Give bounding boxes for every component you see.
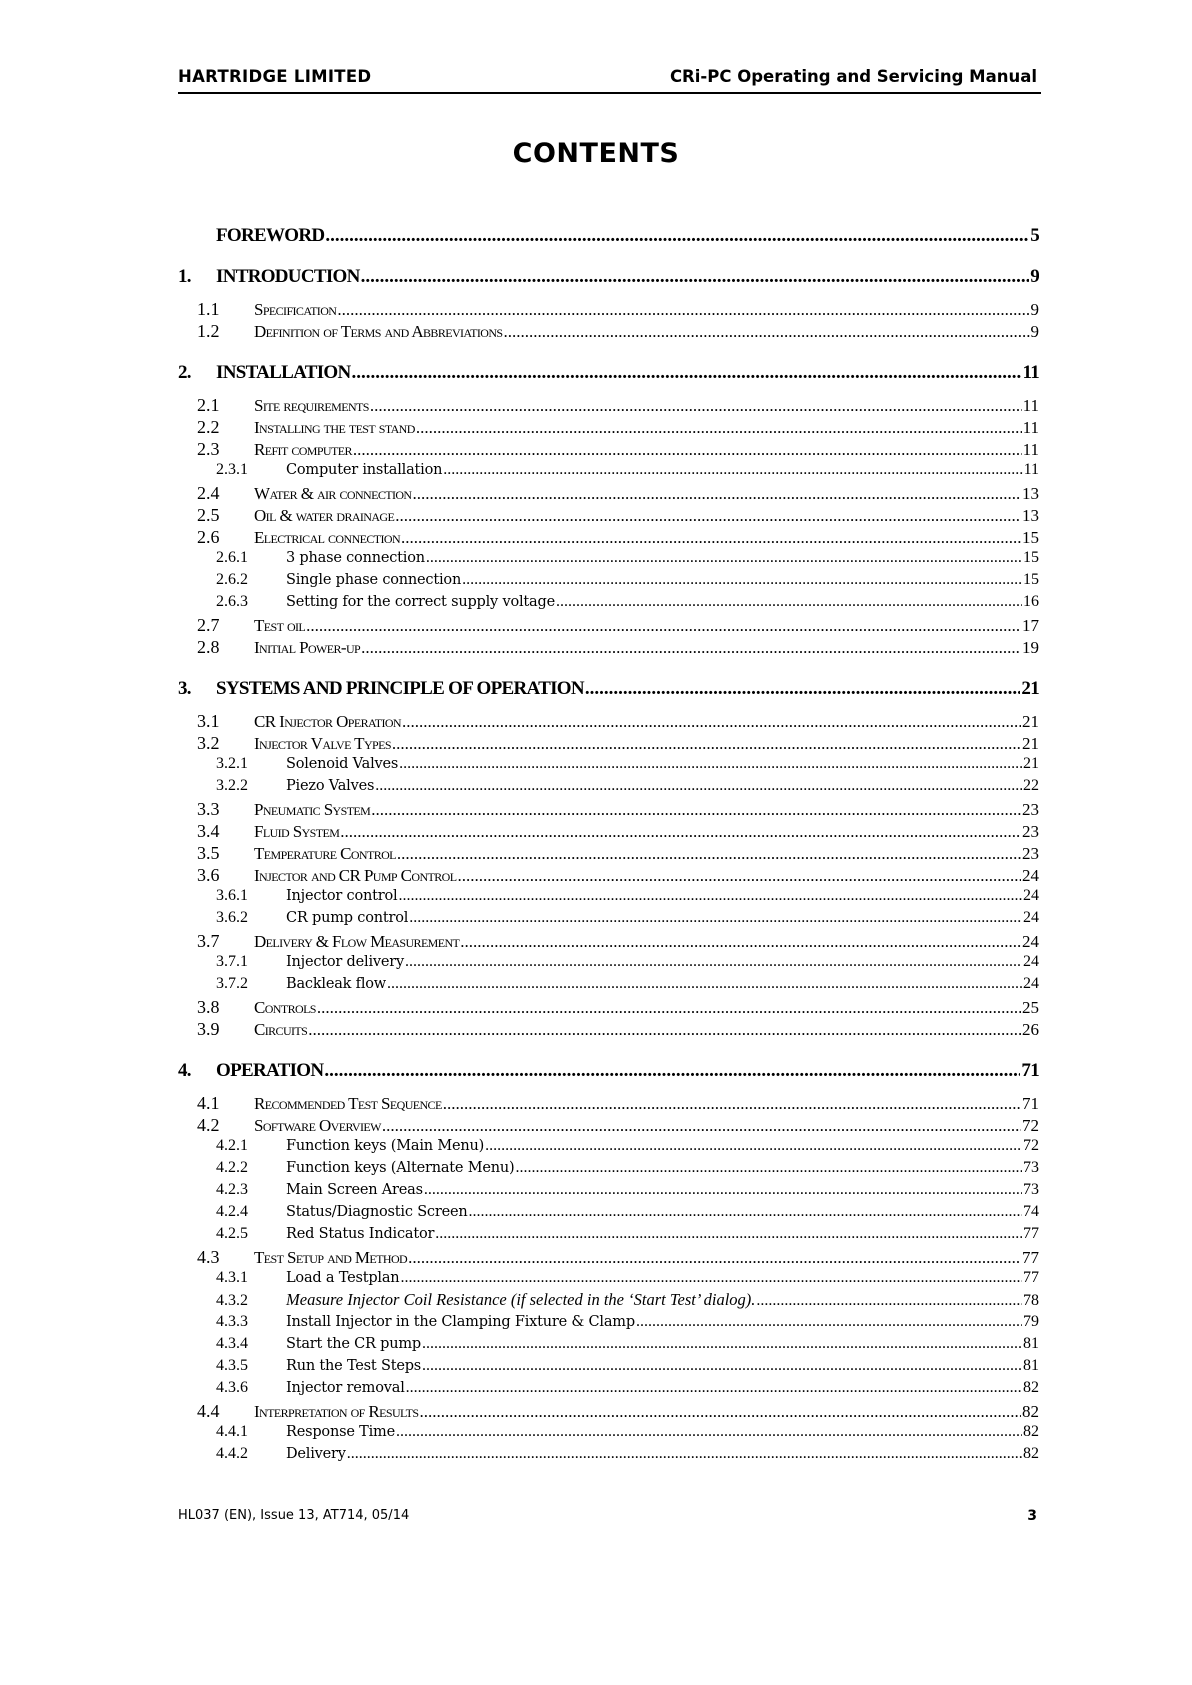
toc-dot-leader [435,1226,1022,1242]
toc-dot-leader [399,756,1022,772]
toc-entry-number: 4.1 [197,1094,220,1112]
toc-entry-level-3[interactable] [178,1226,1039,1242]
toc-entry-title: Specification [254,300,337,318]
toc-entry-number: 3.7 [197,932,220,950]
toc-entry-number: 1.2 [197,322,220,340]
toc-entry-number: 2.6.3 [216,594,248,610]
toc-entry-title: Delivery & Flow Measurement [254,932,460,950]
toc-dot-leader [398,888,1022,904]
toc-entry-page: 24 [1023,976,1039,992]
toc-dot-leader [556,594,1022,610]
toc-entry-title: Load a Testplan [286,1270,400,1286]
toc-entry-page: 72 [1023,1138,1039,1154]
toc-entry-page: 74 [1023,1204,1039,1220]
toc-entry-level-3[interactable] [178,1358,1039,1374]
toc-dot-leader [515,1160,1022,1176]
toc-entry-title: Controls [254,998,316,1016]
toc-entry-level-3[interactable] [178,1292,1039,1309]
toc-entry-level-2[interactable] [178,322,1039,340]
toc-entry-level-3[interactable] [178,888,1039,904]
toc-entry-number: 4.3.6 [216,1380,248,1396]
toc-entry-level-2[interactable] [178,440,1039,458]
toc-entry-level-2[interactable] [178,822,1039,840]
toc-entry-level-2[interactable] [178,396,1039,414]
toc-dot-leader [371,801,1021,818]
toc-entry-number: 3.5 [197,844,220,862]
toc-entry-title: Measure Injector Coil Resistance (if selected in the ‘Start Test’ dialog). [286,1292,756,1309]
toc-entry-level-2[interactable] [178,866,1039,884]
toc-entry-page: 24 [1023,910,1039,926]
toc-entry-number: 2.5 [197,506,220,524]
toc-entry-level-3[interactable] [178,778,1039,794]
toc-dot-leader [361,267,1030,286]
toc-dot-leader [392,735,1021,752]
toc-entry-title: Start the CR pump [286,1336,422,1352]
toc-dot-leader [347,1446,1022,1462]
toc-entry-number: 3.4 [197,822,220,840]
toc-entry-number: 2.3 [197,440,220,458]
toc-entry-number: 3.9 [197,1020,220,1038]
toc-entry-page: 15 [1023,572,1039,588]
toc-dot-leader [370,397,1022,414]
toc-entry-level-3[interactable] [178,756,1039,772]
toc-entry-number: 4. [178,1061,191,1080]
toc-entry-title: Test oil [254,616,306,634]
toc-entry-title: Pneumatic System [254,800,371,818]
toc-dot-leader [337,301,1029,318]
toc-dot-leader [361,639,1021,656]
toc-entry-number: 2.8 [197,638,220,656]
toc-dot-leader [395,507,1021,524]
toc-entry-title: Interpretation of Results [254,1402,419,1420]
toc-entry-page: 21 [1021,679,1039,698]
toc-entry-title: Software Overview [254,1116,381,1134]
toc-entry-level-2[interactable] [178,418,1039,436]
toc-dot-leader [306,617,1021,634]
toc-dot-leader [636,1314,1022,1330]
toc-entry-page: 77 [1023,1226,1039,1242]
toc-entry-page: 11 [1022,418,1039,436]
toc-dot-leader [462,572,1022,588]
toc-entry-page: 25 [1022,998,1039,1016]
toc-entry-number: 3.7.1 [216,954,248,970]
toc-entry-number: 2.2 [197,418,220,436]
toc-entry-level-2[interactable] [178,1094,1039,1112]
toc-entry-number: 4.2.1 [216,1138,248,1154]
toc-entry-title: Function keys (Main Menu) [286,1138,485,1154]
toc-entry-page: 79 [1023,1314,1039,1330]
toc-entry-page: 13 [1022,484,1039,502]
toc-entry-title: Definition of Terms and Abbreviations [254,322,503,340]
toc-entry-level-2[interactable] [178,616,1039,634]
toc-entry-level-2[interactable] [178,1248,1039,1266]
toc-entry-level-2[interactable] [178,506,1039,524]
toc-entry-title: Injector Valve Types [254,734,391,752]
toc-entry-title: Piezo Valves [286,778,375,794]
toc-entry-title: Injector removal [286,1380,405,1396]
toc-entry-page: 72 [1022,1116,1039,1134]
toc-entry-page: 77 [1022,1248,1039,1266]
toc-dot-leader [756,1293,1022,1309]
toc-entry-page: 24 [1022,932,1039,950]
toc-dot-leader [397,845,1021,862]
toc-dot-leader [324,1061,1020,1080]
toc-entry-title: Installing the test stand [254,418,415,436]
toc-entry-title: Electrical connection [254,528,401,546]
toc-entry-level-3[interactable] [178,572,1039,588]
toc-entry-level-3[interactable] [178,1270,1039,1286]
toc-entry-title: Red Status Indicator [286,1226,435,1242]
toc-entry-number: 2.6.2 [216,572,248,588]
toc-entry-level-3[interactable] [178,976,1039,992]
toc-entry-page: 73 [1023,1160,1039,1176]
toc-entry-number: 4.3.1 [216,1270,248,1286]
toc-entry-title: Backleak flow [286,976,387,992]
toc-dot-leader [443,1095,1021,1112]
toc-entry-level-3[interactable] [178,1138,1039,1154]
toc-entry-page: 81 [1023,1358,1039,1374]
toc-entry-title: Run the Test Steps [286,1358,422,1374]
toc-dot-leader [406,1380,1022,1396]
toc-dot-leader [401,529,1021,546]
toc-entry-level-1[interactable] [178,1061,1039,1080]
toc-entry-title: Temperature Control [254,844,396,862]
toc-entry-title: Injector delivery [286,954,404,970]
toc-entry-page: 11 [1022,440,1039,458]
toc-dot-leader [468,1204,1022,1220]
toc-entry-level-1[interactable] [178,679,1039,698]
toc-entry-title: Status/Diagnostic Screen [286,1204,468,1220]
toc-entry-level-3[interactable] [178,1314,1039,1330]
toc-entry-level-2[interactable] [178,300,1039,318]
toc-entry-page: 24 [1023,888,1039,904]
toc-entry-page: 78 [1023,1292,1039,1309]
toc-entry-number: 2.6 [197,528,220,546]
toc-entry-level-2[interactable] [178,844,1039,862]
toc-dot-leader [457,867,1021,884]
toc-entry-title: Computer installation [286,462,443,478]
toc-entry-title: Solenoid Valves [286,756,399,772]
toc-dot-leader [422,1336,1022,1352]
toc-entry-page: 71 [1021,1061,1039,1080]
toc-entry-page: 17 [1022,616,1039,634]
toc-entry-level-2[interactable] [178,998,1039,1016]
toc-entry-number: 4.2.4 [216,1204,248,1220]
toc-entry-number: 2.7 [197,616,220,634]
toc-entry-page: 5 [1030,226,1039,245]
toc-dot-leader [443,462,1022,478]
toc-entry-title: INTRODUCTION [216,267,360,286]
page-title: CONTENTS [512,138,680,169]
toc-entry-title: Initial Power-up [254,638,361,656]
toc-entry-number: 1.1 [197,300,220,318]
toc-entry-level-2[interactable] [178,800,1039,818]
toc-entry-number: 3.1 [197,712,220,730]
toc-entry-level-3[interactable] [178,1204,1039,1220]
toc-entry-page: 24 [1023,954,1039,970]
toc-entry-level-1[interactable] [178,363,1039,382]
toc-entry-title: OPERATION [216,1061,324,1080]
toc-entry-page: 24 [1022,866,1039,884]
toc-entry-title: Fluid System [254,822,340,840]
toc-entry-page: 23 [1022,844,1039,862]
toc-entry-page: 26 [1022,1020,1039,1038]
toc-dot-leader [352,363,1022,382]
toc-dot-leader [387,976,1022,992]
toc-entry-page: 73 [1023,1182,1039,1198]
toc-entry-level-3[interactable] [178,954,1039,970]
toc-entry-page: 9 [1030,300,1039,318]
toc-entry-title: Setting for the correct supply voltage [286,594,555,610]
toc-entry-number: 3.6.1 [216,888,248,904]
toc-dot-leader [317,999,1021,1016]
toc-entry-title: INSTALLATION [216,363,351,382]
toc-entry-number: 3.7.2 [216,976,248,992]
toc-entry-level-2[interactable] [178,1020,1039,1038]
toc-entry-number: 4.3.5 [216,1358,248,1374]
toc-dot-leader [419,1403,1021,1420]
toc-entry-page: 21 [1022,712,1039,730]
toc-entry-page: 23 [1022,800,1039,818]
toc-dot-leader [375,778,1022,794]
toc-dot-leader [325,226,1029,245]
toc-entry-level-3[interactable] [178,550,1039,566]
toc-dot-leader [408,1249,1021,1266]
toc-entry-title: Refit computer [254,440,352,458]
toc-entry-number: 4.4 [197,1402,220,1420]
toc-entry-title: Oil & water drainage [254,506,395,524]
toc-entry-number: 4.3.3 [216,1314,248,1330]
toc-dot-leader [422,1358,1022,1374]
toc-entry-number: 2. [178,363,191,382]
toc-entry-page: 13 [1022,506,1039,524]
page-number: 3 [1027,1508,1037,1524]
toc-entry-title: Delivery [286,1446,346,1462]
toc-entry-level-2[interactable] [178,1402,1039,1420]
toc-entry-page: 71 [1022,1094,1039,1112]
toc-entry-title: Single phase connection [286,572,462,588]
toc-entry-level-1[interactable] [178,267,1039,286]
toc-entry-level-2[interactable] [178,1116,1039,1134]
toc-dot-leader [396,1424,1022,1440]
toc-entry-level-1[interactable] [178,226,1039,245]
toc-dot-leader [382,1117,1021,1134]
toc-entry-title: SYSTEMS AND PRINCIPLE OF OPERATION [216,679,584,698]
toc-dot-leader [353,441,1022,458]
toc-dot-leader [504,323,1030,340]
toc-entry-number: 4.2.5 [216,1226,248,1242]
toc-entry-page: 23 [1022,822,1039,840]
toc-entry-page: 22 [1023,778,1039,794]
toc-entry-number: 4.2.2 [216,1160,248,1176]
toc-entry-level-3[interactable] [178,1182,1039,1198]
toc-entry-number: 2.4 [197,484,220,502]
toc-entry-number: 3.6.2 [216,910,248,926]
toc-entry-number: 3.2.1 [216,756,248,772]
toc-entry-title: Injector and CR Pump Control [254,866,457,884]
toc-entry-title: Response Time [286,1424,395,1440]
toc-entry-page: 21 [1022,734,1039,752]
toc-entry-number: 4.4.1 [216,1424,248,1440]
toc-entry-title: Circuits [254,1020,308,1038]
toc-dot-leader [426,550,1022,566]
toc-entry-level-2[interactable] [178,712,1039,730]
toc-entry-title: Recommended Test Sequence [254,1094,442,1112]
toc-entry-page: 81 [1023,1336,1039,1352]
toc-entry-number: 4.3.2 [216,1292,248,1309]
toc-dot-leader [416,419,1022,436]
toc-entry-number: 2.6.1 [216,550,248,566]
document-reference: HL037 (EN), Issue 13, AT714, 05/14 [178,1508,410,1523]
toc-entry-level-2[interactable] [178,484,1039,502]
toc-entry-page: 16 [1023,594,1039,610]
toc-entry-page: 82 [1023,1446,1039,1462]
toc-entry-page: 82 [1022,1402,1039,1420]
toc-entry-level-2[interactable] [178,528,1039,546]
toc-entry-number: 4.2 [197,1116,220,1134]
toc-entry-title: Function keys (Alternate Menu) [286,1160,515,1176]
toc-entry-page: 21 [1023,756,1039,772]
toc-entry-page: 11 [1022,363,1039,382]
toc-entry-number: 4.3.4 [216,1336,248,1352]
toc-entry-title: Site requirements [254,396,369,414]
toc-entry-level-3[interactable] [178,1336,1039,1352]
toc-entry-page: 9 [1030,267,1039,286]
toc-entry-page: 11 [1023,462,1039,478]
toc-entry-page: 11 [1022,396,1039,414]
toc-dot-leader [485,1138,1022,1154]
toc-entry-number: 2.1 [197,396,220,414]
toc-dot-leader [585,679,1021,698]
toc-entry-number: 4.3 [197,1248,220,1266]
toc-dot-leader [460,933,1021,950]
toc-dot-leader [409,910,1022,926]
toc-entry-number: 3.8 [197,998,220,1016]
toc-entry-page: 15 [1023,550,1039,566]
toc-entry-page: 77 [1023,1270,1039,1286]
toc-entry-number: 3.3 [197,800,220,818]
toc-entry-number: 4.2.3 [216,1182,248,1198]
toc-entry-level-3[interactable] [178,1446,1039,1462]
toc-entry-level-2[interactable] [178,734,1039,752]
manual-title: CRi-PC Operating and Servicing Manual [669,67,1037,86]
toc-entry-title: Install Injector in the Clamping Fixture & Clamp [286,1314,635,1330]
toc-entry-number: 3.6 [197,866,220,884]
toc-entry-page: 82 [1023,1380,1039,1396]
toc-dot-leader [400,1270,1022,1286]
toc-entry-level-3[interactable] [178,910,1039,926]
toc-dot-leader [402,713,1021,730]
toc-entry-title: CR Injector Operation [254,712,401,730]
toc-entry-level-2[interactable] [178,932,1039,950]
toc-entry-title: Water & air connection [254,484,412,502]
toc-entry-title: Injector control [286,888,398,904]
toc-dot-leader [340,823,1021,840]
toc-entry-level-3[interactable] [178,594,1039,610]
toc-entry-page: 19 [1022,638,1039,656]
toc-entry-level-3[interactable] [178,462,1039,478]
toc-entry-title: FOREWORD [216,226,325,245]
toc-entry-number: 3. [178,679,191,698]
toc-entry-title: Test Setup and Method [254,1248,408,1266]
toc-entry-level-3[interactable] [178,1424,1039,1440]
toc-entry-title: CR pump control [286,910,409,926]
toc-entry-level-2[interactable] [178,638,1039,656]
toc-dot-leader [308,1021,1021,1038]
toc-entry-page: 82 [1023,1424,1039,1440]
toc-entry-level-3[interactable] [178,1160,1039,1176]
toc-entry-number: 2.3.1 [216,462,248,478]
table-of-contents [178,0,1039,1685]
toc-dot-leader [412,485,1021,502]
toc-entry-page: 15 [1022,528,1039,546]
toc-entry-number: 4.4.2 [216,1446,248,1462]
toc-entry-number: 3.2 [197,734,220,752]
toc-entry-number: 3.2.2 [216,778,248,794]
toc-entry-title: Main Screen Areas [286,1182,423,1198]
toc-entry-page: 9 [1030,322,1039,340]
toc-entry-level-3[interactable] [178,1380,1039,1396]
toc-dot-leader [424,1182,1022,1198]
toc-entry-title: 3 phase connection [286,550,425,566]
toc-dot-leader [405,954,1022,970]
toc-entry-number: 1. [178,267,191,286]
company-name: HARTRIDGE LIMITED [178,67,372,86]
